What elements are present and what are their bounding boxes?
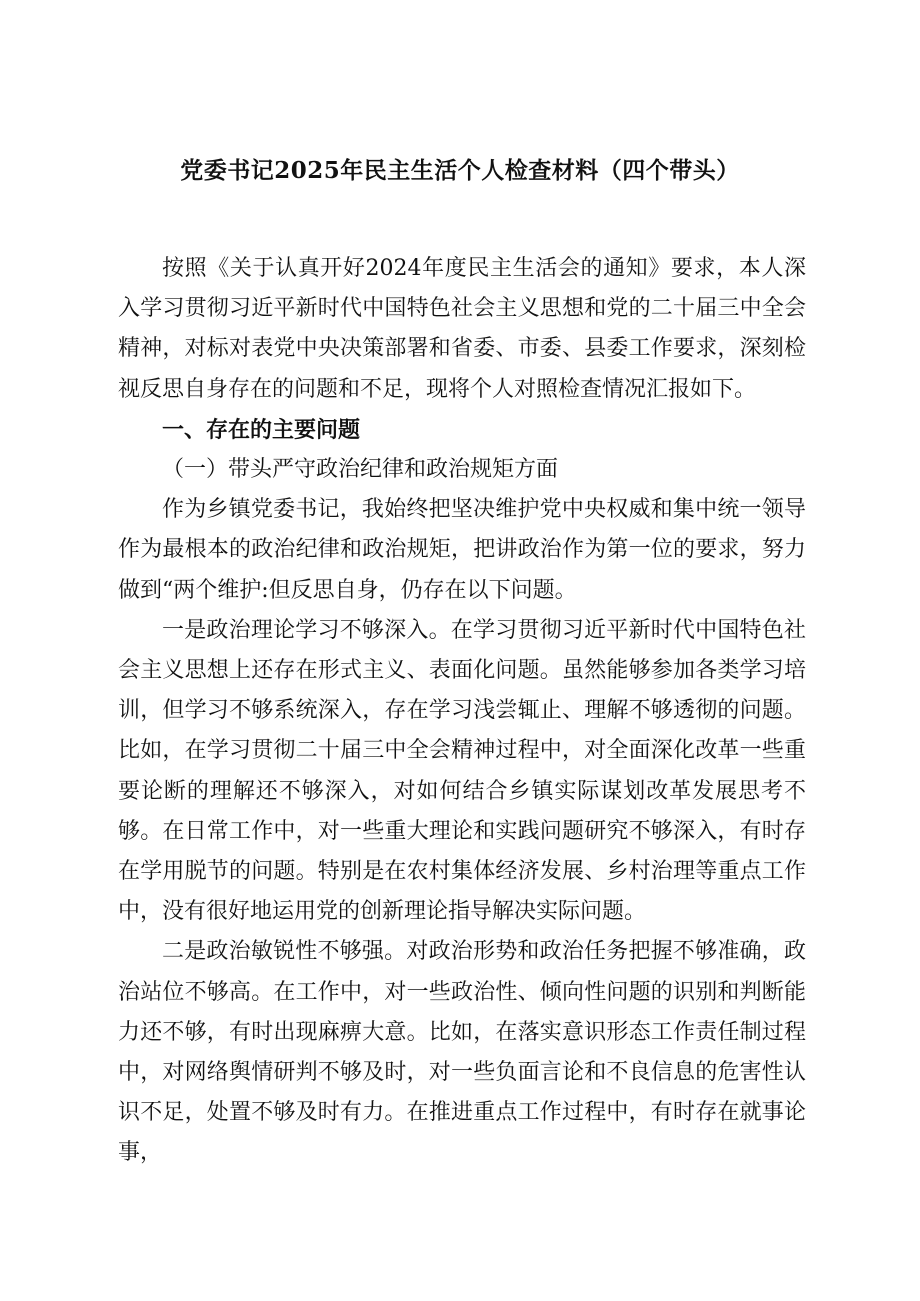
section-heading: 一、存在的主要问题 [162, 416, 361, 443]
subsection-heading: （一）带头严守政治纪律和政治规矩方面 [162, 457, 559, 483]
subsection-paragraph: 作为乡镇党委书记，我始终把坚决维护党中央权威和集中统一领导作为最根本的政治纪律和政治规矩，把讲政治作为第一位的要求，努力做到“两个维护:但反思自身，仍存在以下问题。 [118, 497, 806, 603]
intro-paragraph: 按照《关于认真开好2024年度民主生活会的通知》要求，本人深入学习贯彻习近平新时代中国特色社会主义思想和党的二十届三中全会精神，对标对表党中央决策部署和省委、市委、县委工作要求，深刻检视反思自身存在的问题和不足，现将个人对照检查情况汇报如下。 [118, 256, 806, 402]
document-title: 党委书记2025年民主生活个人检查材料（四个带头） [180, 157, 740, 184]
document-body [118, 249, 806, 1174]
problem-two-paragraph: 二是政治敏锐性不够强。对政治形势和政治任务把握不够准确，政治站位不够高。在工作中，对一些政治性、倾向性问题的识别和判断能力还不够，有时出现麻痹大意。比如，在落实意识形态工作责任制过程中，对网络舆情研判不够及时，对一些负面言论和不良信息的危害性认识不足，处置不够及时有力。在推进重点工作过程中，有时存在就事论事， [118, 939, 806, 1166]
problem-one-paragraph: 一是政治理论学习不够深入。在学习贯彻习近平新时代中国特色社会主义思想上还存在形式主义、表面化问题。虽然能够参加各类学习培训，但学习不够系统深入，存在学习浅尝辄止、理解不够透彻的问题。比如，在学习贯彻二十届三中全会精神过程中，对全面深化改革一些重要论断的理解还不够深入，对如何结合乡镇实际谋划改革发展思考不够。在日常工作中，对一些重大理论和实践问题研究不够深入，有时存在学用脱节的问题。特别是在农村集体经济发展、乡村治理等重点工作中，没有很好地运用党的创新理论指导解决实际问题。 [118, 617, 806, 925]
